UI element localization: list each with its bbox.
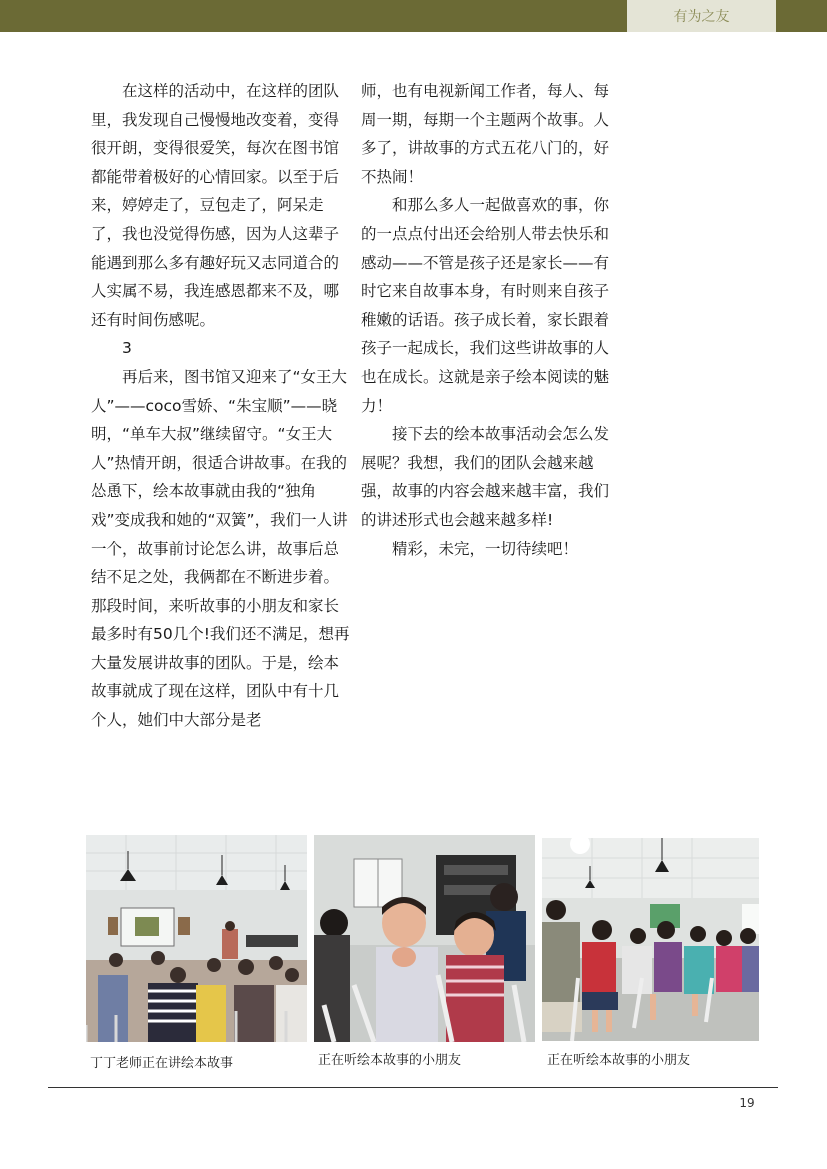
paragraph: 接下去的绘本故事活动会怎么发展呢？我想，我们的团队会越来越强，故事的内容会越来越丰富，我们的讲述形式也会越来越多样! [361, 425, 610, 529]
photo-caption: 正在听绘本故事的小朋友 [318, 1053, 462, 1068]
section-number: 3 [122, 339, 132, 358]
photo-storytelling-teacher [86, 835, 307, 1042]
photo-caption: 正在听绘本故事的小朋友 [547, 1053, 691, 1068]
header-tab [627, 0, 776, 32]
paragraph: 再后来，图书馆又迎来了“女王大人”——coco雪娇、“朱宝顺”——晓明，“单车大叔”继续留守。“女王大人”热情开朗，很适合讲故事。在我的怂恿下，绘本故事就由我的“独角戏”变成我和她的“双簧”，我们一人讲一个，故事前讨论怎么讲，故事后总结不足之处，我俩都在不断进步着。那段时间，来听故事的小朋友和家长最多时有50几个!我们还不满足，想再大量发展讲故事的团队。于是，绘本故事就成了现在这样，团队中有十几个人，她们中大部分是老 [91, 367, 350, 730]
paragraph: 师，也有电视新闻工作者，每人、每周一期，每期一个主题两个故事。人多了，讲故事的方式五花八门的，好不热闹！ [361, 82, 610, 186]
paragraph: 精彩，未完，一切待续吧！ [392, 539, 579, 558]
left-text-column [91, 77, 353, 735]
page-number: 19 [739, 1096, 755, 1110]
right-text-column [361, 77, 623, 563]
photo-listening-children-1 [314, 835, 535, 1042]
paragraph: 在这样的活动中，在这样的团队里，我发现自己慢慢地改变着，变得很开朗，变得很爱笑，每次在图书馆都能带着极好的心情回家。以至于后来，婷婷走了，豆包走了，阿呆走了，我也没觉得伤感，因为人这辈子能遇到那么多有趣好玩又志同道合的人实属不易，我连感恩都来不及，哪还有时间伤感呢。 [91, 82, 340, 329]
photo-caption: 丁丁老师正在讲绘本故事 [90, 1056, 234, 1071]
paragraph: 和那么多人一起做喜欢的事，你的一点点付出还会给别人带去快乐和感动——不管是孩子还是家长——有时它来自故事本身，有时则来自孩子稚嫩的话语。孩子成长着，家长跟着孩子一起成长，我们这些讲故事的人也在成长。这就是亲子绘本阅读的魅力！ [361, 196, 610, 415]
footer-rule [48, 1087, 778, 1088]
photo-listening-children-2 [542, 838, 759, 1041]
header-tab-label: 有为之友 [673, 9, 730, 25]
